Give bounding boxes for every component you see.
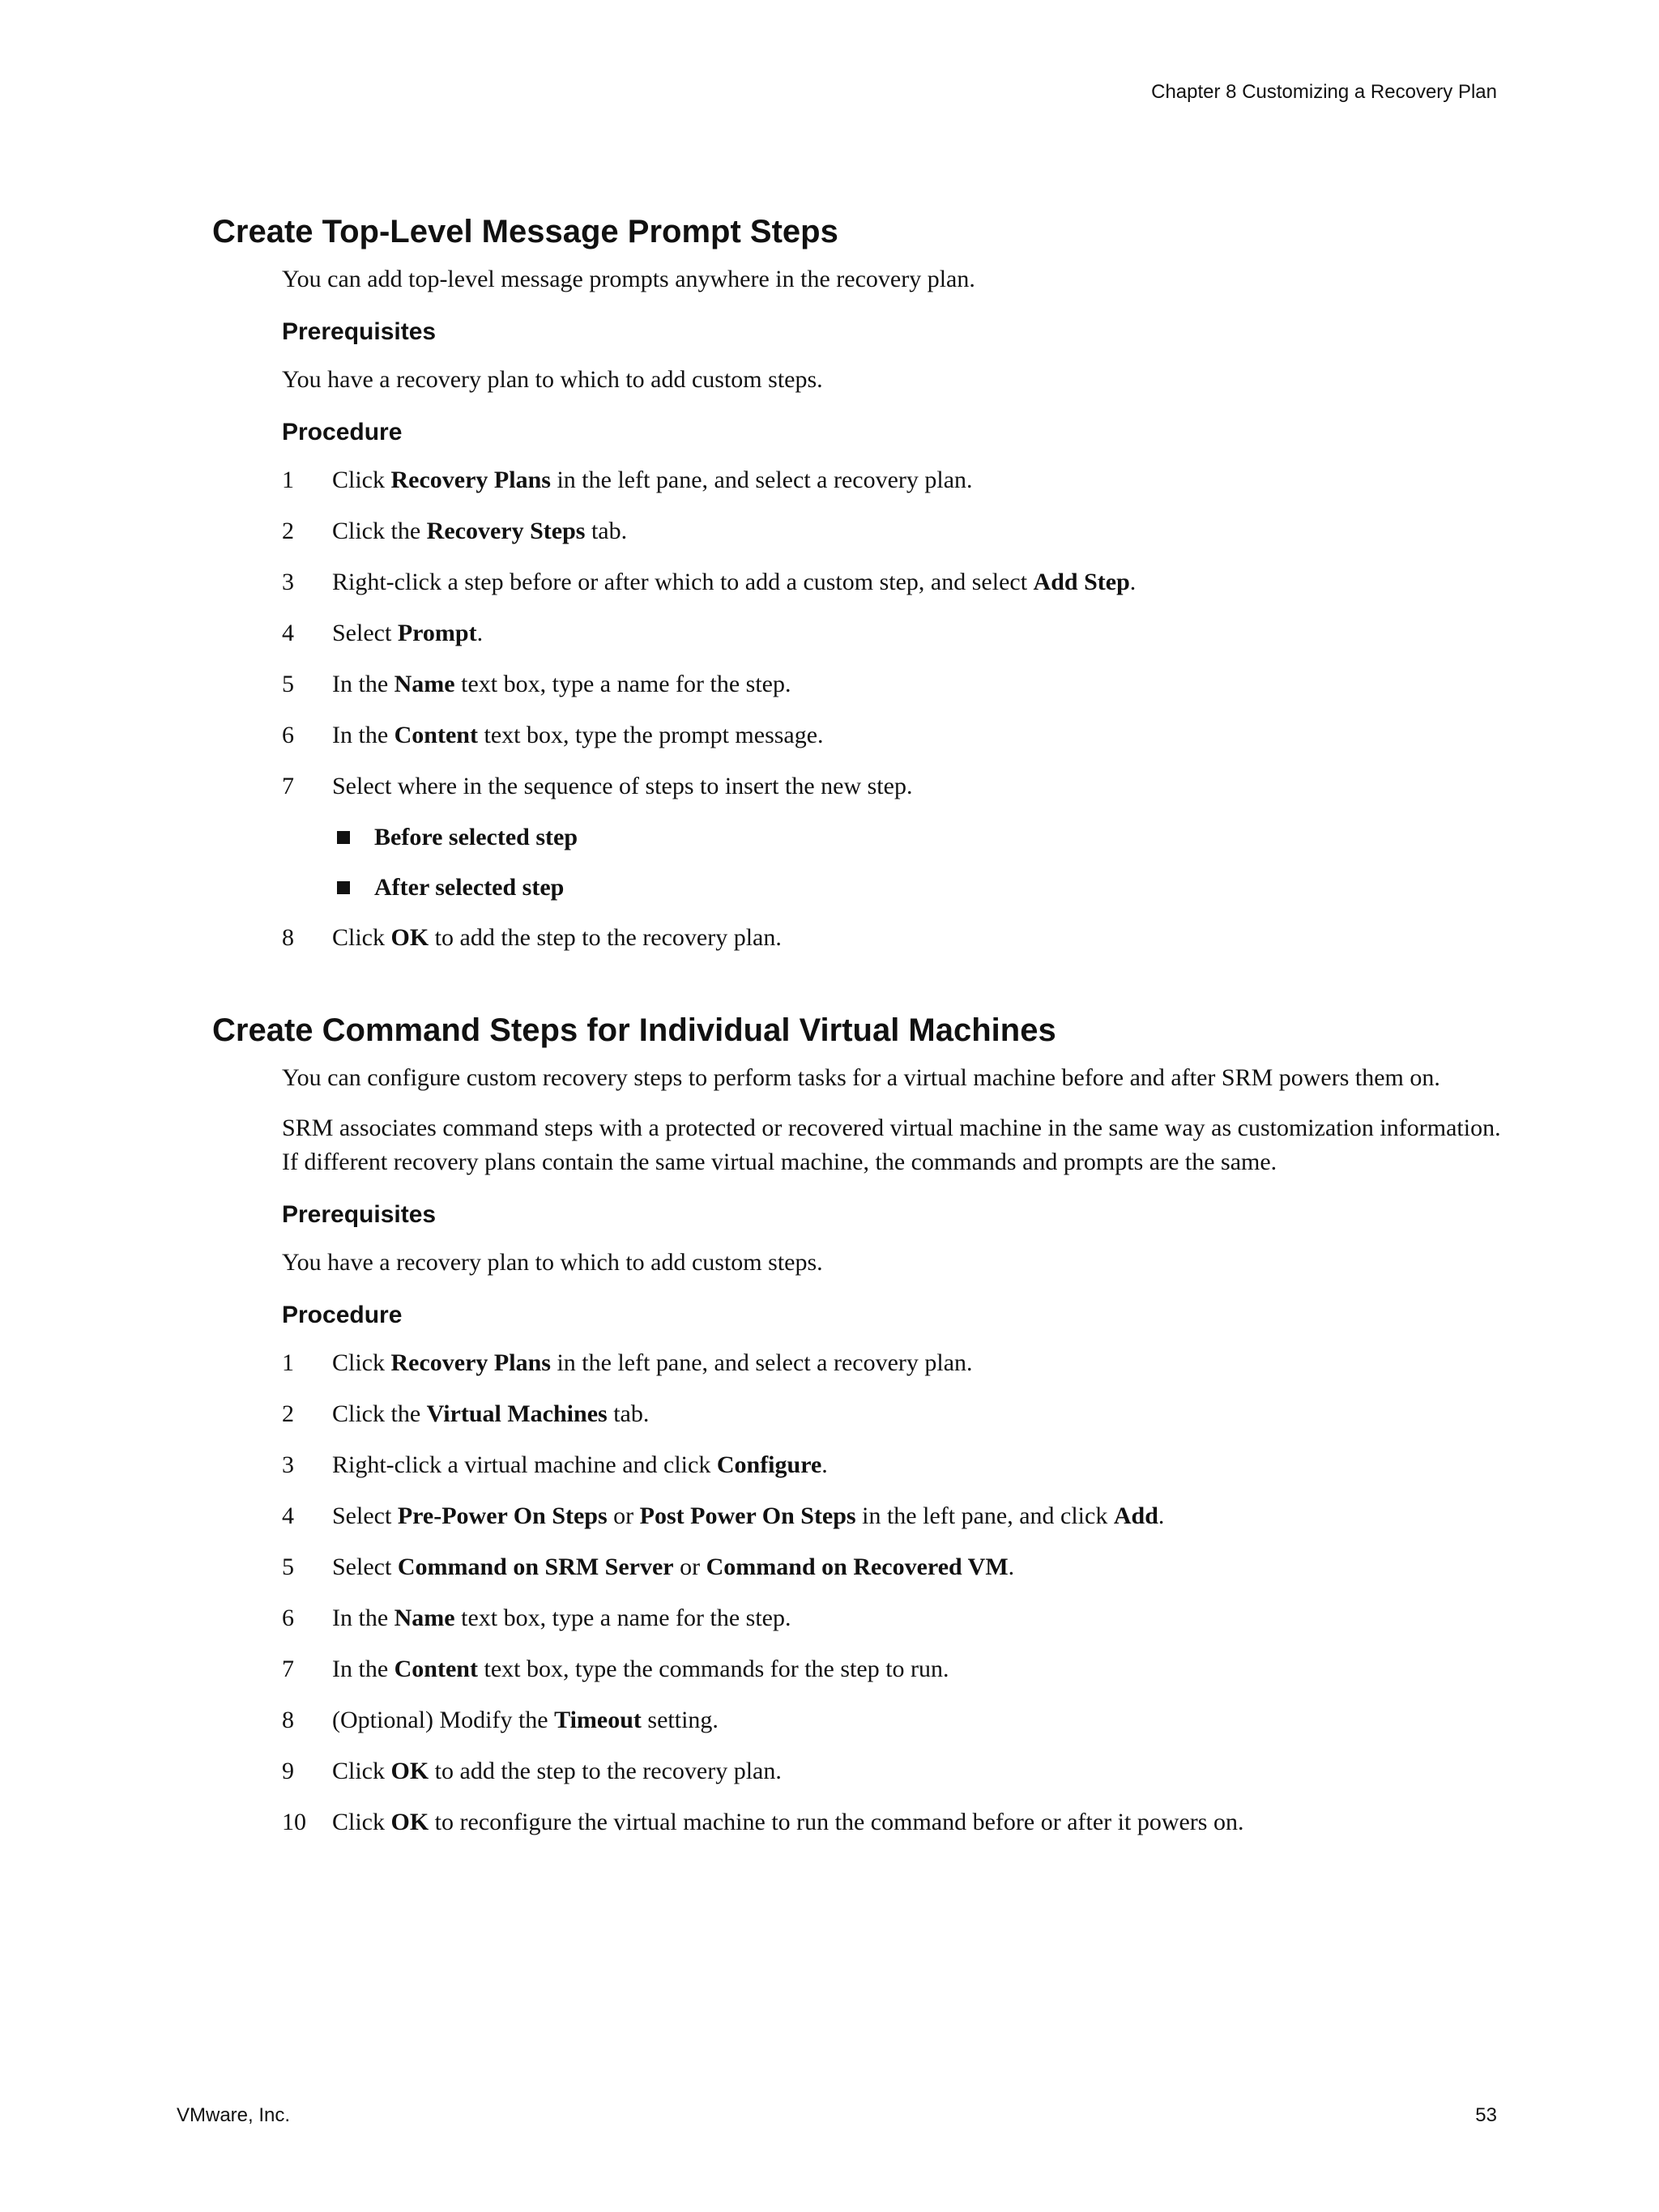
procedure-step [282,616,1503,650]
procedure-step [282,1754,1503,1788]
procedure-heading: Procedure [282,419,403,445]
section-body [282,262,1503,955]
prerequisites-text: You have a recovery plan to which to add custom steps. [282,366,823,393]
bullet-item [332,871,1503,905]
step-text: Select Command on SRM Server or Command on Recovered VM. [332,1554,1015,1580]
procedure-step [282,565,1503,599]
step-text: Click the Virtual Machines tab. [332,1400,650,1427]
step-number: 2 [282,1400,294,1427]
section-top-level-prompt [212,212,1508,972]
procedure-step [282,1601,1503,1635]
step-number: 4 [282,620,294,646]
procedure-step [282,1652,1503,1686]
bullet-item [332,820,1503,855]
step-number: 1 [282,1349,294,1376]
step-text: In the Content text box, type the prompt message. [332,722,824,748]
step-text: Click Recovery Plans in the left pane, and select a recovery plan. [332,1349,973,1376]
prerequisites-text: You have a recovery plan to which to add custom steps. [282,1249,823,1276]
step-text: In the Name text box, type a name for the step. [332,1605,791,1631]
procedure-step [282,1499,1503,1533]
prerequisites-heading: Prerequisites [282,1201,437,1228]
step-text: Select Prompt. [332,620,484,646]
step-number: 4 [282,1502,294,1529]
step-text: Click Recovery Plans in the left pane, and select a recovery plan. [332,467,973,493]
step-number: 3 [282,1451,294,1478]
step-number: 3 [282,569,294,595]
step-number: 10 [282,1809,306,1835]
procedure-step [282,667,1503,701]
step-number: 7 [282,773,294,799]
step-text: Select Pre-Power On Steps or Post Power On Steps in the left pane, and click Add. [332,1502,1165,1529]
footer-company: VMware, Inc. [177,2104,291,2126]
step-number: 6 [282,722,294,748]
step-number: 9 [282,1758,294,1784]
section-command-steps [212,1011,1508,1856]
step-text: Click the Recovery Steps tab. [332,518,628,544]
square-bullet-icon [337,831,350,844]
step-number: 5 [282,671,294,697]
step-text: In the Name text box, type a name for the step. [332,671,791,697]
procedure-step [282,1397,1503,1431]
intro-paragraph: You can configure custom recovery steps to perform tasks for a virtual machine before and after SRM powers them on. [282,1064,1440,1091]
square-bullet-icon [337,881,350,894]
bullet-text: Before selected step [374,824,578,850]
step-number: 7 [282,1656,294,1682]
step-text: Click OK to add the step to the recovery plan. [332,924,782,951]
procedure-step [282,1703,1503,1737]
page-number: 53 [1475,2104,1497,2126]
step-text: In the Content text box, type the commands for the step to run. [332,1656,949,1682]
chapter-header: Chapter 8 Customizing a Recovery Plan [1151,81,1497,103]
step-number: 2 [282,518,294,544]
procedure-step [282,1550,1503,1584]
step-text: Right-click a step before or after which to add a custom step, and select Add Step. [332,569,1137,595]
step-text: Click OK to add the step to the recovery plan. [332,1758,782,1784]
intro-paragraph: SRM associates command steps with a protected or recovered virtual machine in the same way as customization information. If different recovery plans contain the same virtual machine, the commands and prompts are the same. [282,1115,1501,1175]
step-text: (Optional) Modify the Timeout setting. [332,1707,719,1733]
procedure-list [282,463,1503,955]
procedure-step [282,718,1503,752]
section-body [282,1061,1503,1839]
procedure-step [282,1346,1503,1380]
step-number: 5 [282,1554,294,1580]
step-text: Right-click a virtual machine and click Configure. [332,1451,828,1478]
step-number: 8 [282,1707,294,1733]
section-title: Create Command Steps for Individual Virtual Machines [212,1012,1056,1048]
step-number: 6 [282,1605,294,1631]
step-number: 8 [282,924,294,951]
procedure-step [282,1805,1503,1839]
intro-paragraph: You can add top-level message prompts anywhere in the recovery plan. [282,266,975,292]
bullet-text: After selected step [374,874,565,901]
prerequisites-heading: Prerequisites [282,318,437,345]
procedure-step [282,921,1503,955]
step-text: Click OK to reconfigure the virtual machine to run the command before or after it powers on. [332,1809,1244,1835]
procedure-heading: Procedure [282,1302,403,1328]
step-text: Select where in the sequence of steps to insert the new step. [332,773,913,799]
procedure-list [282,1346,1503,1839]
procedure-step [282,1448,1503,1482]
section-title: Create Top-Level Message Prompt Steps [212,214,838,249]
step-number: 1 [282,467,294,493]
procedure-step [282,769,1503,803]
procedure-step [282,514,1503,548]
procedure-step [282,463,1503,497]
